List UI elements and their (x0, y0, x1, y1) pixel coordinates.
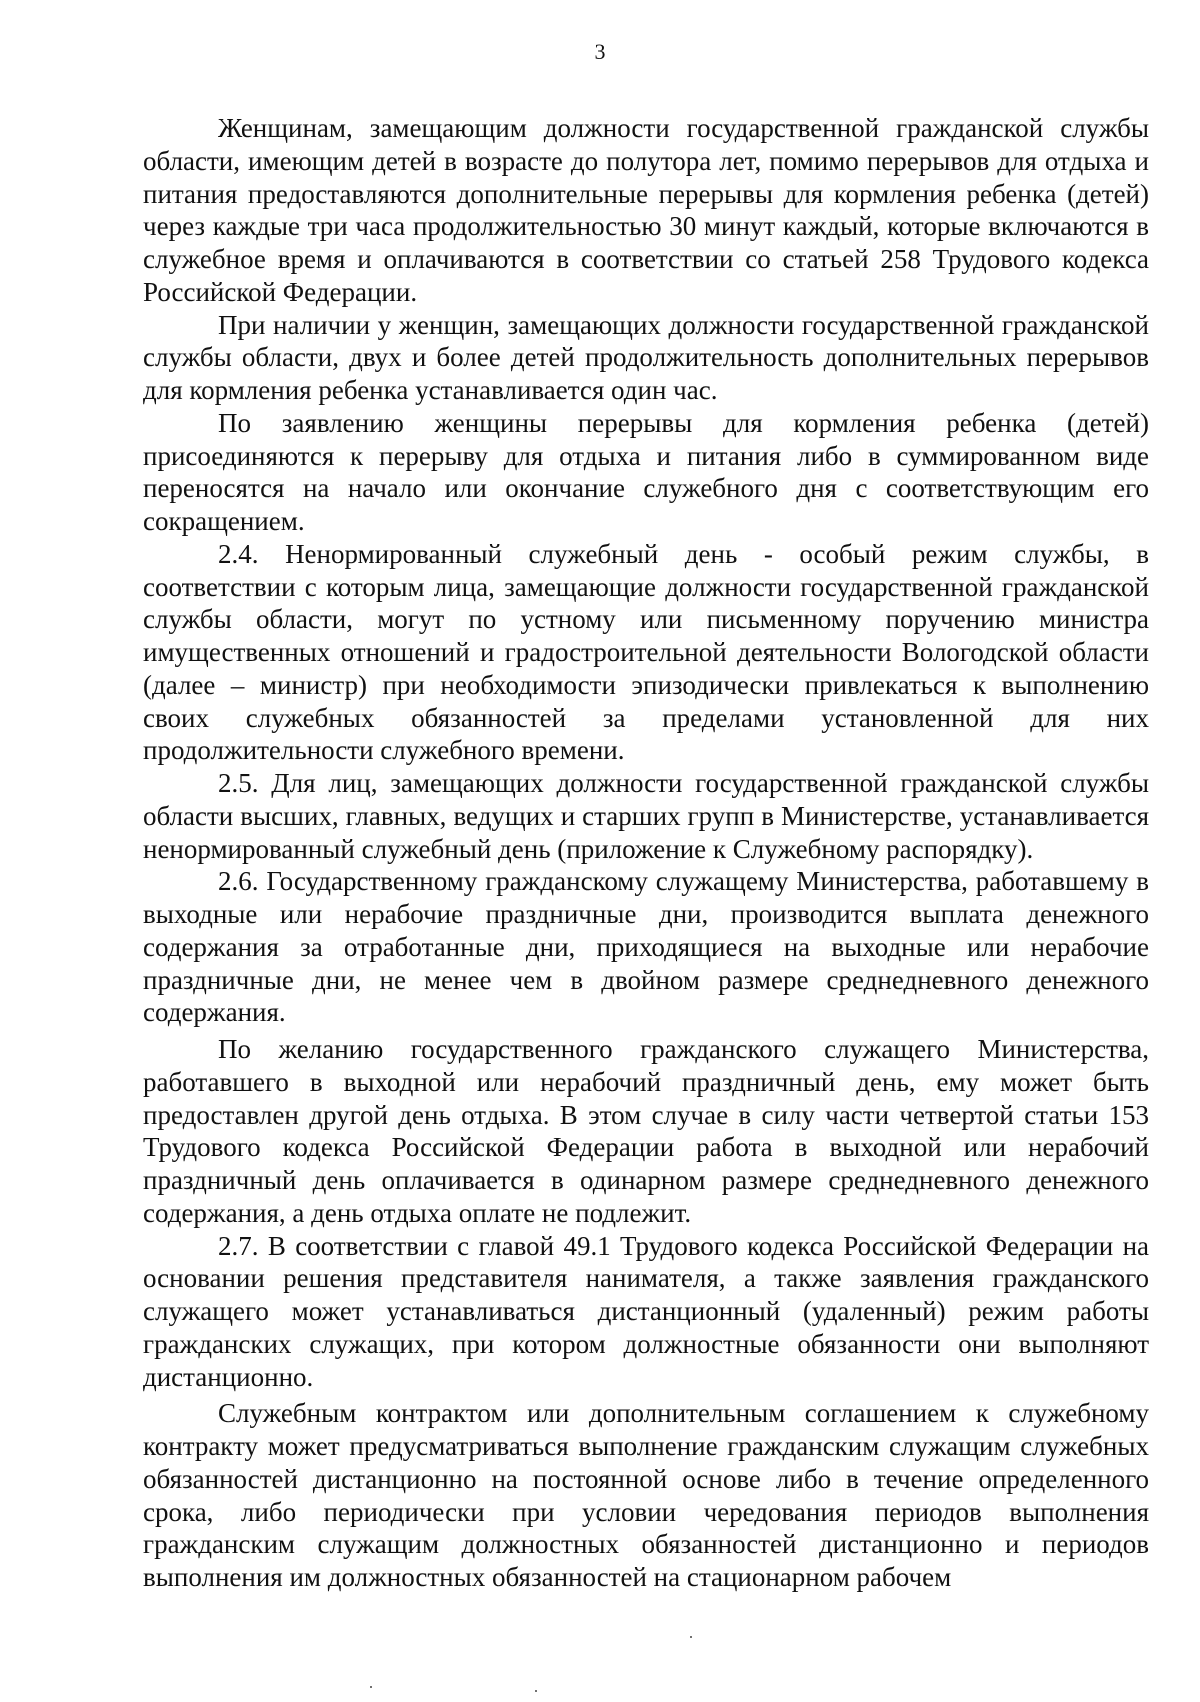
scan-speck (690, 1636, 692, 1638)
paragraph: 2.5. Для лиц, замещающих должности государственной гражданской службы области высших, главных, ведущих и старших групп в Министерстве, устанавливается ненормированный служебный день (приложение к Служебному распорядку). (143, 768, 1149, 864)
paragraph: 2.6. Государственному гражданскому служащему Министерства, работавшему в выходные или нерабочие праздничные дни, производится выплата денежного содержания за отработанные дни, приходящиеся на выходные или нерабочие праздничные дни, не менее чем в двойном размере среднедневного денежного содержания. (143, 866, 1149, 1028)
document-body (143, 112, 1149, 1594)
paragraph: 2.7. В соответствии с главой 49.1 Трудового кодекса Российской Федерации на основании решения представителя нанимателя, а также заявления гражданского служащего может устанавливаться дистанционный (удаленный) режим работы гражданских служащих, при котором должностные обязанности они выполняют дистанционно. (143, 1230, 1149, 1392)
paragraph: 2.4. Ненормированный служебный день - особый режим службы, в соответствии с которым лица, замещающие должности государственной гражданской службы области, могут по устному или письменному поручению министра имущественных отношений и градостроительной деятельности Вологодской области (далее – министр) при необходимости эпизодически привлекаться к выполнению своих служебных обязанностей за пределами установленной для них продолжительности служебного времени. (143, 538, 1149, 766)
paragraph: Служебным контрактом или дополнительным соглашением к служебному контракту может предусматриваться выполнение гражданским служащим служебных обязанностей дистанционно на постоянной основе либо в течение определенного срока, либо периодически при условии чередования периодов выполнения гражданским служащим должностных обязанностей дистанционно и периодов выполнения им должностных обязанностей на стационарном рабочем (143, 1398, 1149, 1592)
paragraph: По желанию государственного гражданского служащего Министерства, работавшего в выходной или нерабочий праздничный день, ему может быть предоставлен другой день отдыха. В этом случае в силу части четвертой статьи 153 Трудового кодекса Российской Федерации работа в выходной или нерабочий праздничный день оплачивается в одинарном размере среднедневного денежного содержания, а день отдыха оплате не подлежит. (143, 1034, 1149, 1228)
page-number: 3 (594, 39, 606, 64)
scan-speck (370, 1686, 372, 1688)
scan-speck (535, 1690, 537, 1692)
paragraph: По заявлению женщины перерывы для кормления ребенка (детей) присоединяются к перерыву для отдыха и питания либо в суммированном виде переносятся на начало или окончание служебного дня с соответствующим его сокращением. (143, 407, 1149, 536)
paragraph: При наличии у женщин, замещающих должности государственной гражданской службы области, двух и более детей продолжительность дополнительных перерывов для кормления ребенка устанавливается один час. (143, 309, 1149, 405)
paragraph: Женщинам, замещающим должности государственной гражданской службы области, имеющим детей в возрасте до полутора лет, помимо перерывов для отдыха и питания предоставляются дополнительные перерывы для кормления ребенка (детей) через каждые три часа продолжительностью 30 минут каждый, которые включаются в служебное время и оплачиваются в соответствии со статьей 258 Трудового кодекса Российской Федерации. (143, 113, 1149, 307)
